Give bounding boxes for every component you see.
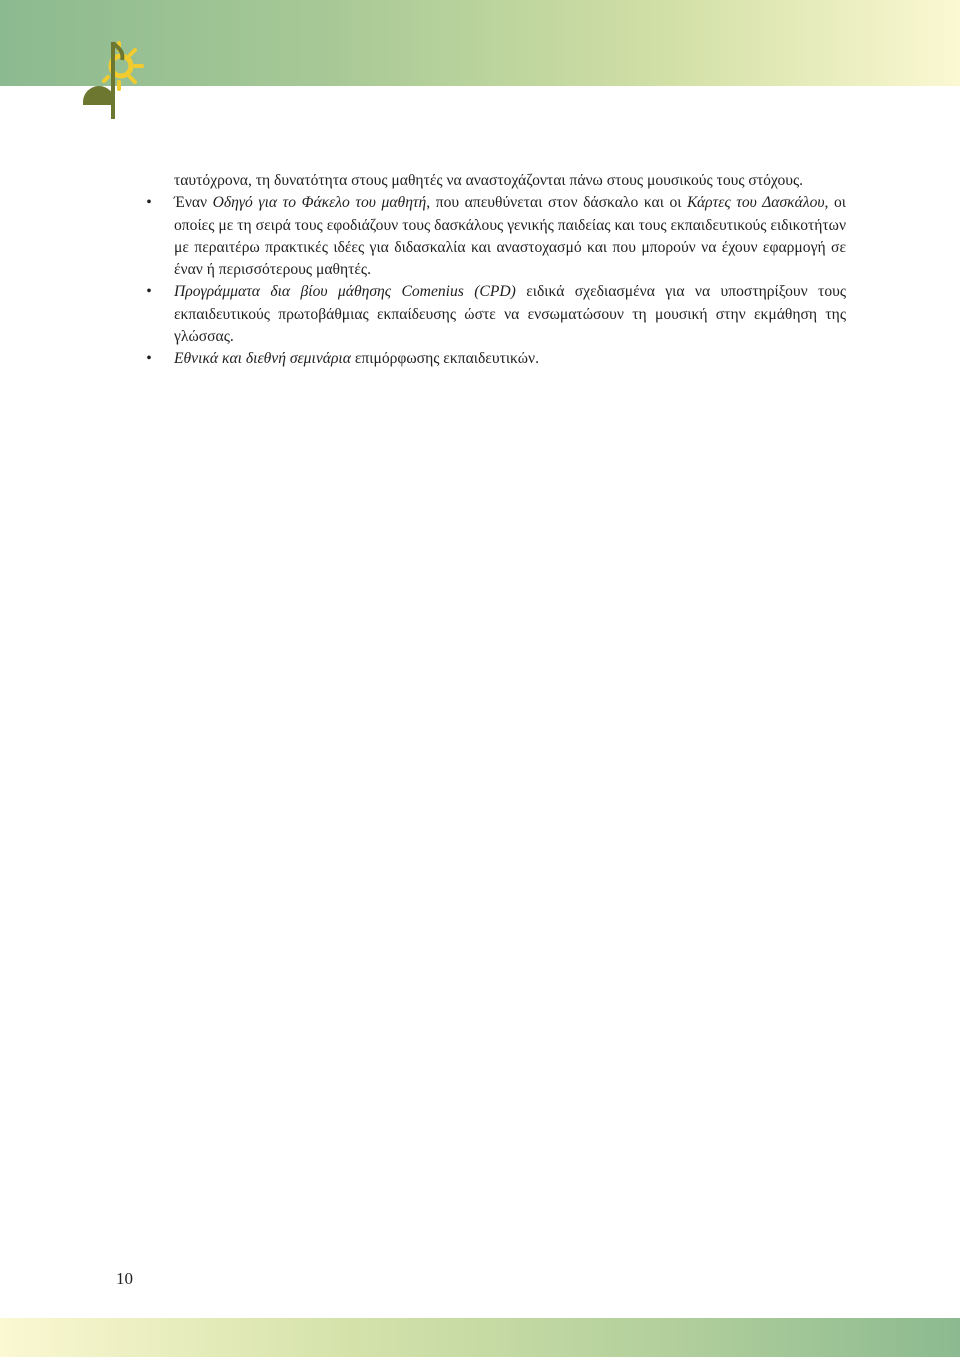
sun-icon [104, 43, 142, 89]
bottom-footer-band [0, 1318, 960, 1357]
bullet-icon: • [146, 283, 152, 301]
bullet-icon: • [146, 350, 152, 368]
main-text [144, 170, 846, 371]
list-item: • Εθνικά και διεθνή σεμινάρια επιμόρφωσης εκπαιδευτικών. [144, 348, 846, 370]
list-item: • Προγράμματα δια βίου μάθησης Comenius (CPD) ειδικά σχεδιασμένα για να υποστηρίξουν τους εκπαιδευτικούς πρωτοβάθμιας εκπαίδευσης ώστε να ενσωματώσουν τη μουσική στην εκμάθηση της γλώσσας. [144, 281, 846, 348]
music-note-logo-icon [82, 40, 162, 124]
continuation-paragraph: ταυτόχρονα, τη δυνατότητα στους μαθητές να αναστοχάζονται πάνω στους μουσικούς τους στόχους. [174, 172, 804, 189]
list-item: • Έναν Οδηγό για το Φάκελο του μαθητή, που απευθύνεται στον δάσκαλο και οι Κάρτες του Δασκάλου, οι οποίες με τη σειρά τους εφοδιάζουν τους δασκάλους γενικής παιδείας και τους εκπαιδευτικούς ειδικοτήτων με περαιτέρω πρακτικές ιδέες για διδασκαλία και αναστοχασμό και που μπορούν να έχουν εφαρμογή σε έναν ή περισσότερους μαθητές. [144, 192, 846, 281]
bullet-icon: • [146, 194, 152, 212]
page-number: 10 [116, 1269, 133, 1288]
